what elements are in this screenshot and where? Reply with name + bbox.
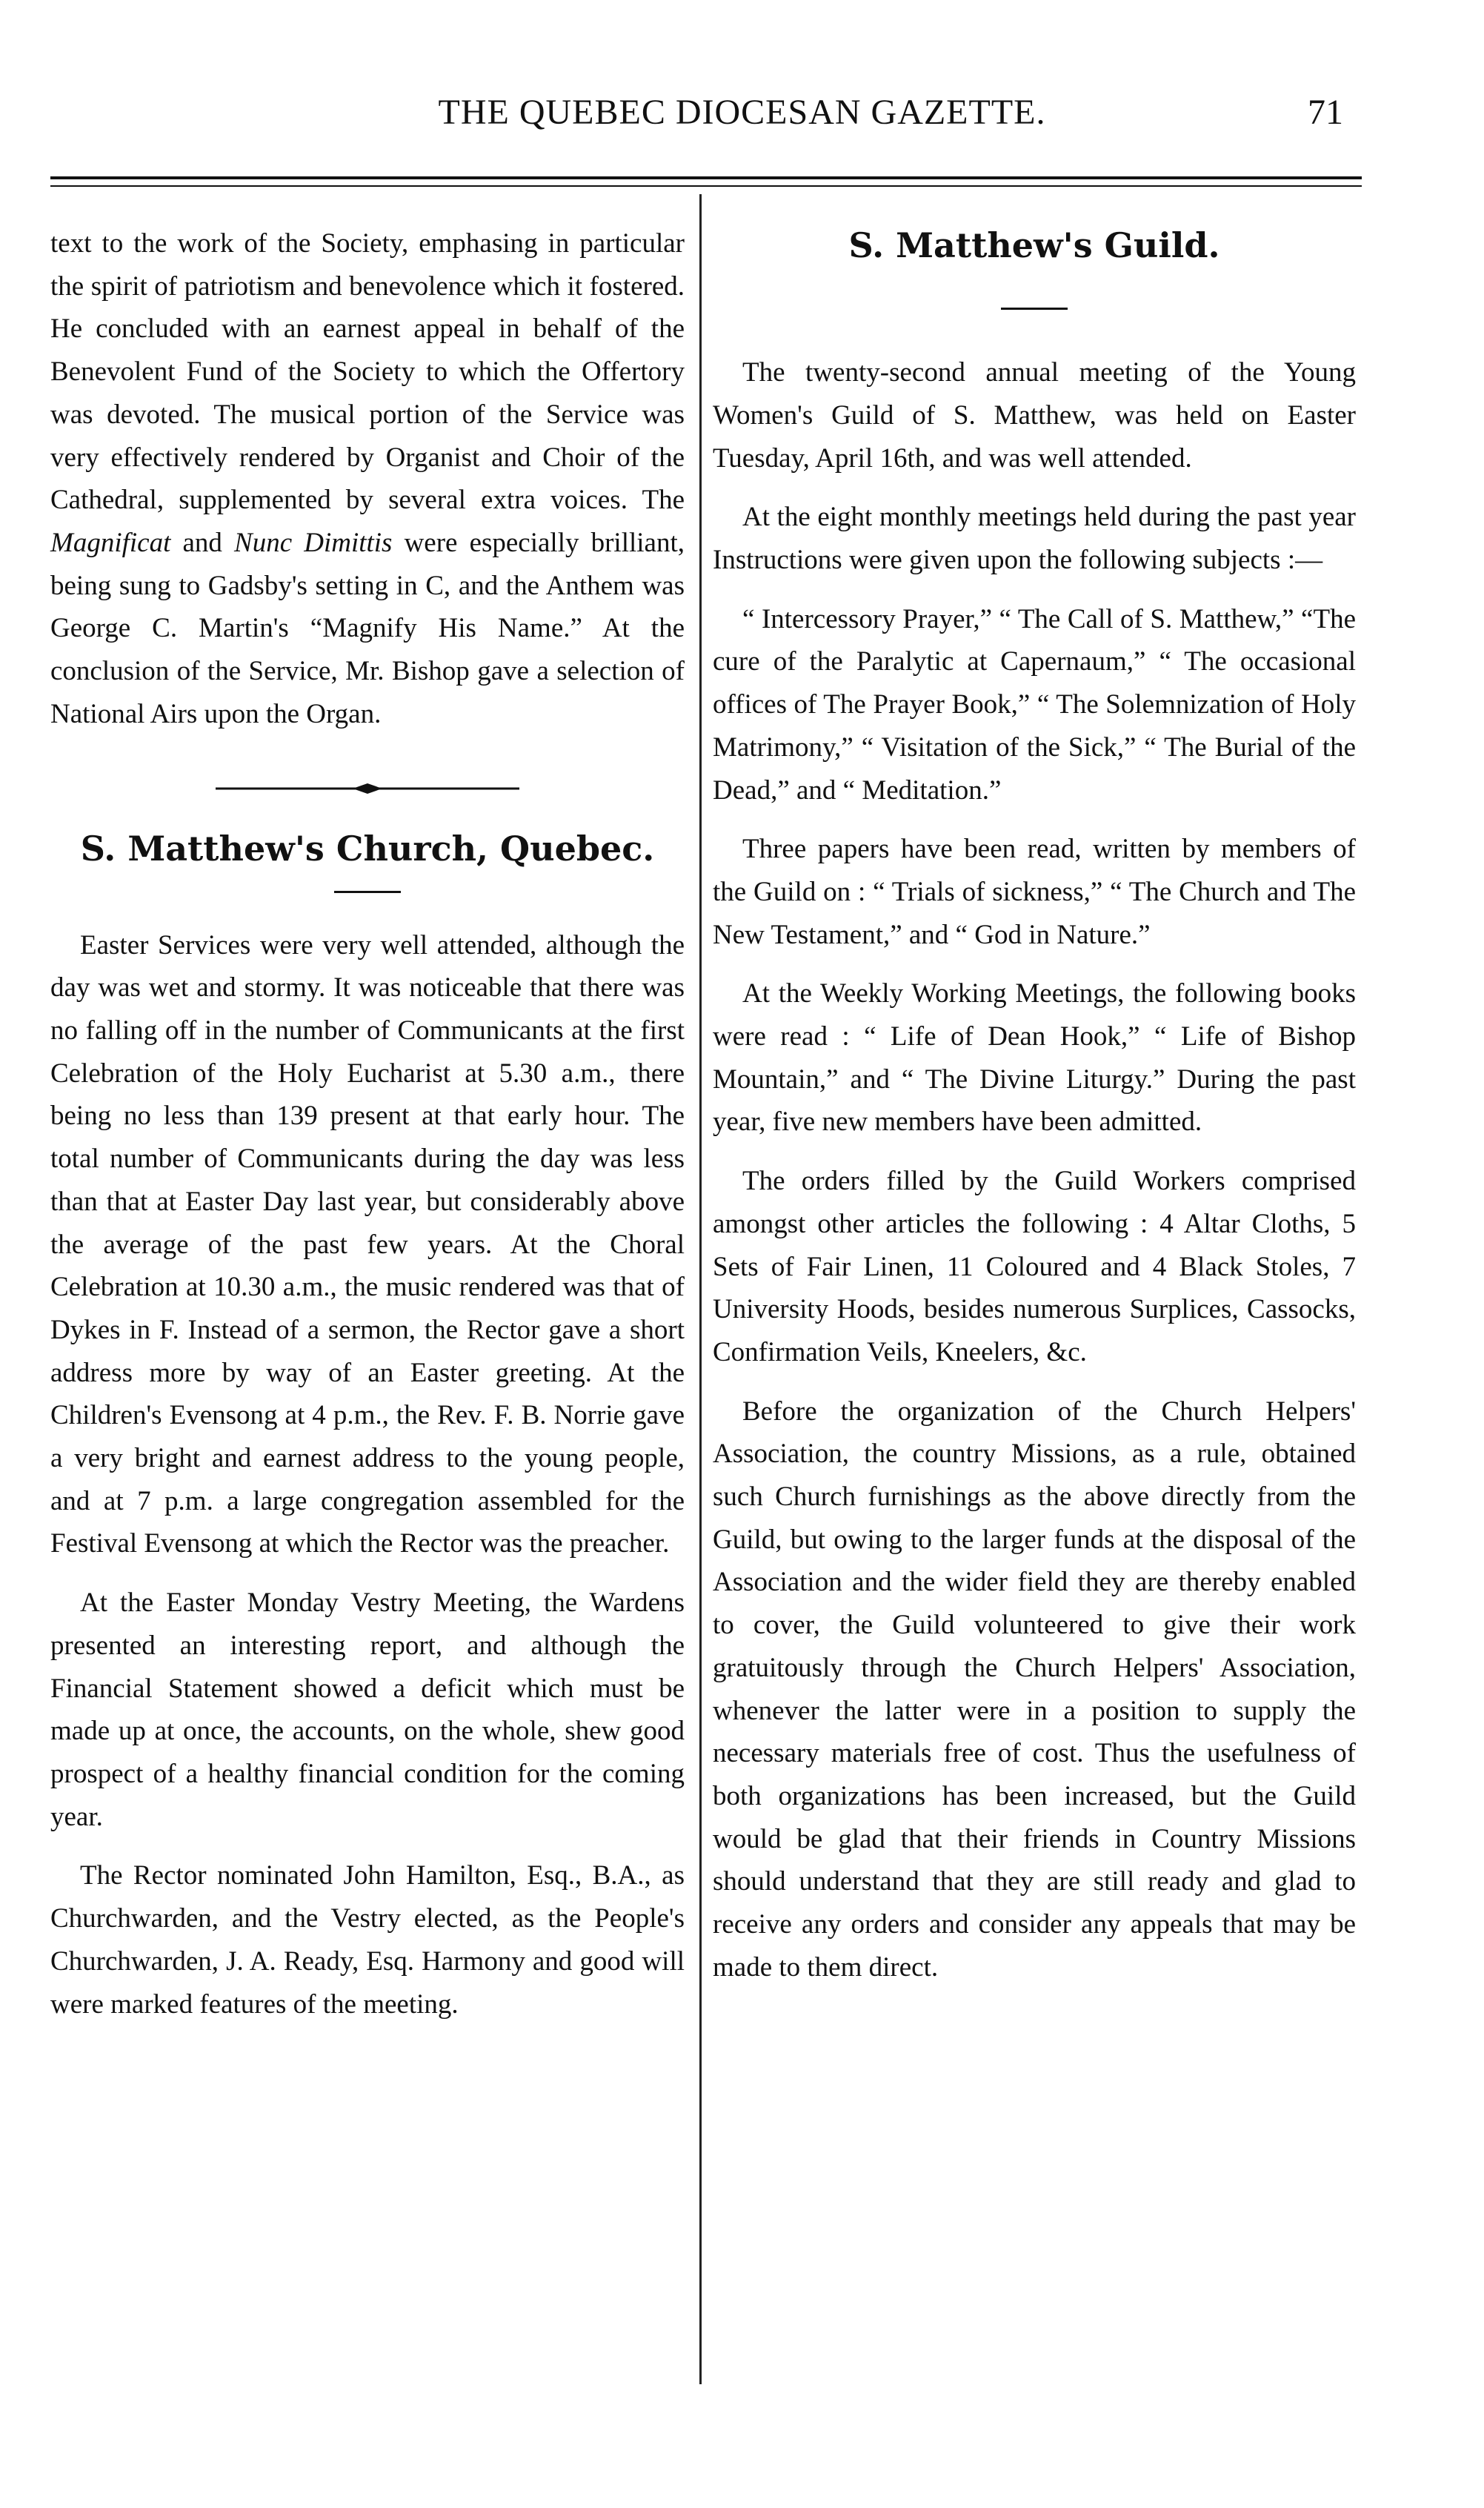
continuation-text-end: were especially brilliant, being sung to Gadsby's setting in C, and the Anthem was George C. Martin's “Magnify His Name.” At the conclusion of the Service, Mr. Bishop gave a selection of National Airs upon the Organ. <box>50 527 685 729</box>
page-number: 71 <box>1308 93 1343 132</box>
article-paragraph: At the Easter Monday Vestry Meeting, the Wardens presented an interesting report, and although the Financial Statement showed a deficit which must be made up at once, the accounts, on the whole, shew good prospect of a healthy financial condition for the coming year. <box>50 1588 685 1832</box>
article-paragraph: At the Weekly Working Meetings, the following books were read : “ Life of Dean Hook,” “ Life of Bishop Mountain,” and “ The Divine Liturgy.” During the past year, five new members have been admitted. <box>713 978 1356 1138</box>
continuation-text-mid: and <box>170 527 235 558</box>
magnificat-italic: Magnificat <box>50 527 171 558</box>
article-paragraph: Easter Services were very well attended, although the day was wet and stormy. It was noticeable that there was no falling off in the number of Communicants at the first Celebration of the Holy Eucharist at 5.30 a.m., there being no less than 139 present at that early hour. The total number of Communicants during the day was less than that at Easter Day last year, but considerably above the average of the past few years. At the Choral Celebration at 10.30 a.m., the music rendered was that of Dykes in F. Instead of a sermon, the Rector gave a short address more by way of an Easter greeting. At the Children's Evensong at 4 p.m., the Rev. F. B. Norrie gave a very bright and earnest address to the young people, and at 7 p.m. a large congregation assembled for the Festival Evensong at which the Rector was the preacher. <box>50 929 685 1559</box>
article-paragraph: “ Intercessory Prayer,” “ The Call of S. Matthew,” “The cure of the Paralytic at Capernaum,” “ The occasional offices of The Prayer Book,” “ The Solemnization of Holy Matrimony,” “ Visitation of the Sick,” “ The Burial of the Dead,” and “ Meditation.” <box>713 603 1356 806</box>
nunc-dimittis-italic: Nunc Dimittis <box>234 527 393 558</box>
column-divider <box>699 194 702 2384</box>
section-heading-guild: S. Matthew's Guild. <box>848 225 1220 265</box>
left-column <box>50 222 685 2026</box>
article-paragraph: At the eight monthly meetings held during the past year Instructions were given upon the following subjects :— <box>713 502 1356 575</box>
article-paragraph: Before the organization of the Church Helpers' Association, the country Missions, as a rule, obtained such Church furnishings as the above directly from the Guild, but owing to the larger funds at the disposal of the Association and the wider field they are thereby enabled to cover, the Guild volunteered to give their work gratuitously through the Church Helpers' Association, whenever the latter were in a position to supply the necessary materials free of cost. Thus the usefulness of both organizations has been increased, but the Guild would be glad that their friends in Country Missions should understand that they are still ready and glad to receive any orders and consider any appeals that may be made to them direct. <box>713 1396 1356 1983</box>
right-column <box>713 222 1356 1989</box>
heading-rule <box>334 891 401 893</box>
header-rule-thick <box>50 176 1362 179</box>
article-continuation-paragraph <box>50 222 685 735</box>
header-rule-thin <box>50 185 1362 187</box>
article-paragraph: The orders filled by the Guild Workers comprised amongst other articles the following : 4 Altar Cloths, 5 Sets of Fair Linen, 11 Coloured and 4 Black Stoles, 7 University Hoods, besides numerous Surplices, Cassocks, Confirmation Veils, Kneelers, &c. <box>713 1166 1356 1367</box>
article-paragraph: The Rector nominated John Hamilton, Esq., B.A., as Churchwarden, and the Vestry elected, as the People's Churchwarden, J. A. Ready, Esq. Harmony and good will were marked features of the meeting. <box>50 1860 685 2020</box>
article-paragraph: The twenty-second annual meeting of the Young Women's Guild of S. Matthew, was held on Easter Tuesday, April 16th, and was well attended. <box>713 357 1356 474</box>
heading-rule <box>1001 308 1068 310</box>
section-heading-church: S. Matthew's Church, Quebec. <box>80 829 655 869</box>
article-paragraph: Three papers have been read, written by members of the Guild on : “ Trials of sickness,” “ The Church and The New Testament,” and “ God in Nature.” <box>713 834 1356 950</box>
gazette-title: THE QUEBEC DIOCESAN GAZETTE. <box>438 93 1046 132</box>
ornamental-divider <box>216 781 519 796</box>
continuation-text: text to the work of the Society, emphasing in particular the spirit of patriotism and benevolence which it fostered. He concluded with an earnest appeal in behalf of the Benevolent Fund of the Society to which the Offertory was devoted. The musical portion of the Service was very effectively rendered by Organist and Choir of the Cathedral, supplemented by several extra voices. The <box>50 228 685 516</box>
